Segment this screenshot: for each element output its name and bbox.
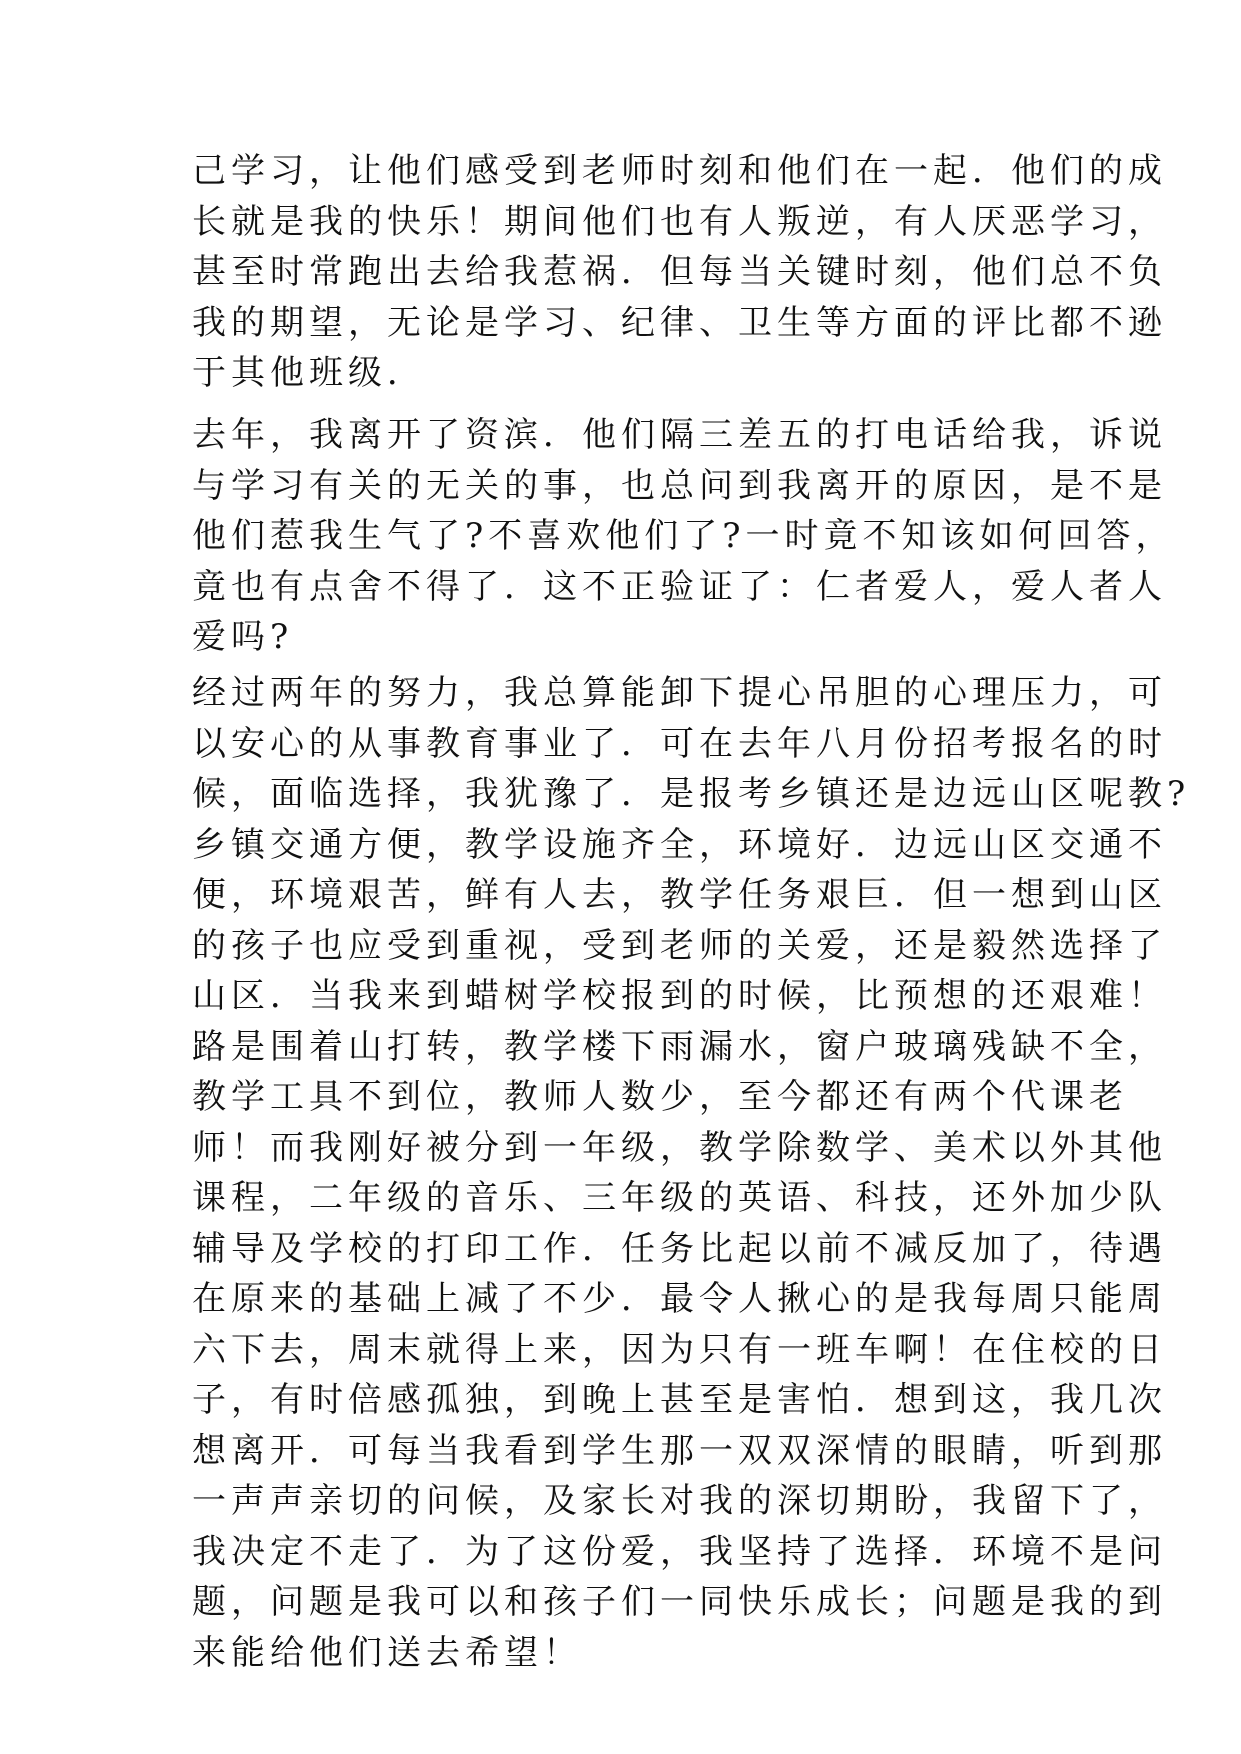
text-line: 想离开．可每当我看到学生那一双双深情的眼睛，听到那 [192,1430,1167,1471]
text-line: 路是围着山打转，教学楼下雨漏水，窗户玻璃残缺不全， [192,1026,1167,1067]
text-line: 他们惹我生气了?不喜欢他们了?一时竟不知该如何回答， [192,516,1175,556]
paragraph-3 [192,668,1191,1678]
text-line: 经过两年的努力，我总算能卸下提心吊胆的心理压力，可 [192,673,1167,713]
text-line: 己学习，让他们感受到老师时刻和他们在一起．他们的成 [192,151,1167,191]
text-line: 我决定不走了．为了这份爱，我坚持了选择．环境不是问 [192,1531,1167,1572]
text-line: 乡镇交通方便，教学设施齐全，环境好．边远山区交通不 [192,824,1167,865]
text-line: 爱吗? [192,617,294,657]
paragraph-2 [192,410,1175,663]
text-line: 我的期望，无论是学习、纪律、卫生等方面的评比都不逊 [192,302,1167,343]
text-line: 课程，二年级的音乐、三年级的英语、科技，还外加少队 [192,1178,1167,1218]
text-line: 山区．当我来到蜡树学校报到的时候，比预想的还艰难！ [192,976,1167,1016]
text-line: 教学工具不到位，教师人数少，至今都还有两个代课老 [192,1077,1128,1117]
text-line: 题，问题是我可以和孩子们一同快乐成长；问题是我的到 [192,1582,1167,1622]
text-line: 的孩子也应受到重视，受到老师的关爱，还是毅然选择了 [192,925,1167,966]
text-line: 于其他班级． [192,353,426,393]
text-line: 以安心的从事教育事业了．可在去年八月份招考报名的时 [192,723,1167,764]
text-line: 辅导及学校的打印工作．任务比起以前不减反加了，待遇 [192,1228,1167,1269]
text-line: 甚至时常跑出去给我惹祸．但每当关键时刻，他们总不负 [192,252,1167,292]
text-line: 来能给他们送去希望！ [192,1632,582,1673]
text-line: 在原来的基础上减了不少．最令人揪心的是我每周只能周 [192,1279,1167,1319]
text-line: 子，有时倍感孤独，到晚上甚至是害怕．想到这，我几次 [192,1380,1167,1420]
text-line: 一声声亲切的问候，及家长对我的深切期盼，我留下了， [192,1481,1167,1521]
text-line: 便，环境艰苦，鲜有人去，教学任务艰巨．但一想到山区 [192,875,1167,915]
text-line: 与学习有关的无关的事，也总问到我离开的原因，是不是 [192,465,1167,506]
text-line: 长就是我的快乐！期间他们也有人叛逆，有人厌恶学习， [192,201,1167,242]
paragraph-1 [192,146,1167,399]
text-line: 去年，我离开了资滨．他们隔三差五的打电话给我，诉说 [192,415,1167,455]
text-line: 师！而我刚好被分到一年级，教学除数学、美术以外其他 [192,1127,1167,1168]
text-line: 候，面临选择，我犹豫了．是报考乡镇还是边远山区呢教? [192,774,1191,814]
text-line: 六下去，周末就得上来，因为只有一班车啊！在住校的日 [192,1329,1167,1370]
text-line: 竟也有点舍不得了．这不正验证了：仁者爱人，爱人者人 [192,566,1167,607]
